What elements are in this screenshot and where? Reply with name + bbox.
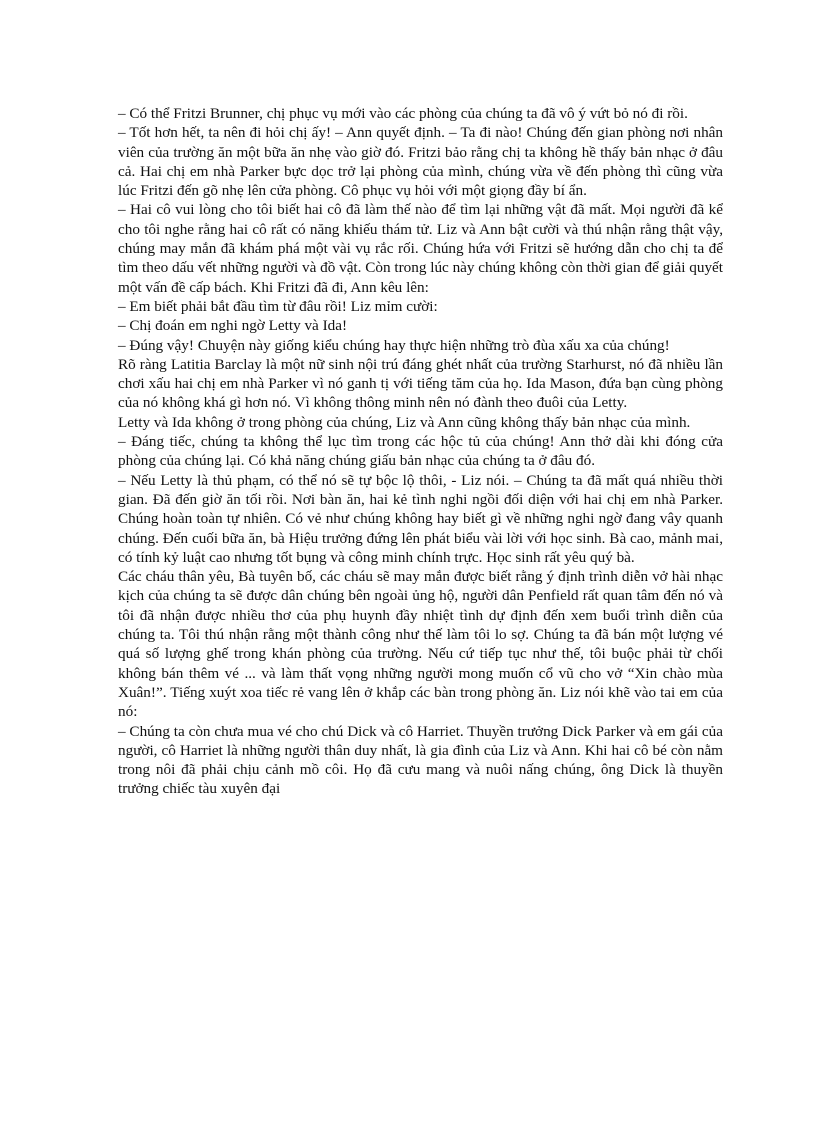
document-body	[118, 104, 723, 799]
paragraph-2: – Tốt hơn hết, ta nên đi hỏi chị ấy! – Ann quyết định. – Ta đi nào! Chúng đến gian phòng nơi nhân viên của trường ăn một bữa ăn nhẹ vào giờ đó. Fritzi bảo rằng chị ta không hề thấy bản nhạc ở đâu cả. Hai chị em nhà Parker bực dọc trở lại phòng của mình, chúng vừa về đến phòng thì cũng vừa lúc Fritzi đến gõ nhẹ lên cửa phòng. Cô phục vụ hỏi với một giọng đầy bí ẩn.	[118, 124, 723, 200]
paragraph-3: – Hai cô vui lòng cho tôi biết hai cô đã làm thế nào để tìm lại những vật đã mất. Mọi người đã kể cho tôi nghe rằng hai cô rất có năng khiếu thám tử. Liz và Ann bật cười và thú nhận rằng thật vậy, chúng may mắn đã khám phá một vài vụ rắc rối. Chúng hứa với Fritzi sẽ hướng dẫn cho chị ta để tìm theo dấu vết những người và đồ vật. Còn trong lúc này chúng không còn thời gian để giải quyết một vấn đề cấp bách. Khi Fritzi đã đi, Ann kêu lên:	[118, 201, 723, 296]
paragraph-5: – Chị đoán em nghi ngờ Letty và Ida!	[118, 317, 348, 335]
paragraph-9: – Đáng tiếc, chúng ta không thể lục tìm trong các hộc tủ của chúng! Ann thở dài khi đóng cửa phòng của chúng lại. Có khả năng chúng giấu bản nhạc của chúng ta ở đâu đó.	[118, 433, 723, 470]
paragraph-4: – Em biết phải bắt đầu tìm từ đâu rồi! Liz mỉm cười:	[118, 297, 438, 315]
paragraph-8: Letty và Ida không ở trong phòng của chúng, Liz và Ann cũng không thấy bản nhạc của mình.	[118, 413, 691, 431]
paragraph-10: – Nếu Letty là thủ phạm, có thể nó sẽ tự bộc lộ thôi, - Liz nói. – Chúng ta đã mất quá nhiều thời gian. Đã đến giờ ăn tối rồi. Nơi bàn ăn, hai kẻ tình nghi ngồi đối diện với hai chị em nhà Parker. Chúng hoàn toàn tự nhiên. Có vẻ như chúng không hay biết gì về những nghi ngờ đang vây quanh chúng. Đến cuối bữa ăn, bà Hiệu trưởng đứng lên phát biểu vài lời với học sinh. Bà cao, mảnh mai, có tính kỷ luật cao nhưng tốt bụng và công minh chính trực. Học sinh rất yêu quý bà.	[118, 471, 723, 566]
paragraph-12: – Chúng ta còn chưa mua vé cho chú Dick và cô Harriet. Thuyền trưởng Dick Parker và em gái của người, cô Harriet là những người thân duy nhất, là gia đình của Liz và Ann. Khi hai cô bé còn nằm trong nôi đã phải chịu cảnh mồ côi. Họ đã cưu mang và nuôi nấng chúng, ông Dick là thuyền trưởng chiếc tàu xuyên đại	[118, 722, 723, 798]
paragraph-7: Rõ ràng Latitia Barclay là một nữ sinh nội trú đáng ghét nhất của trường Starhurst, nó đã nhiều lần chơi xấu hai chị em nhà Parker vì nó ganh tị với tiếng tăm của họ. Ida Mason, đứa bạn cùng phòng của nó không khá gì hơn nó. Vì không thông minh nên nó đành theo đuôi của Letty.	[118, 355, 723, 412]
paragraph-6: – Đúng vậy! Chuyện này giống kiểu chúng hay thực hiện những trò đùa xấu xa của chúng!	[118, 336, 670, 354]
paragraph-11: Các cháu thân yêu, Bà tuyên bố, các cháu sẽ may mắn được biết rằng ý định trình diễn vở hài nhạc kịch của chúng ta sẽ được dân chúng bên ngoài ủng hộ, người dân Penfield rất quan tâm đến nó và tôi đã nhận được nhiều thơ của phụ huynh đầy nhiệt tình dự định đến xem buổi trình diễn của chúng ta. Tôi thú nhận rằng một thành công như thế làm tôi lo sợ. Chúng ta đã bán một lượng vé quá số lượng ghế trong khán phòng của trường. Nếu cứ tiếp tục như thế, tôi buộc phải từ chối không bán thêm vé ... và làm thất vọng những người mong muốn cổ vũ cho vở “Xin chào mùa Xuân!”. Tiếng xuýt xoa tiếc rẻ vang lên ở khắp các bàn trong phòng ăn. Liz nói khẽ vào tai em của nó:	[118, 568, 723, 721]
paragraph-1: – Có thể Fritzi Brunner, chị phục vụ mới vào các phòng của chúng ta đã vô ý vứt bỏ nó đi rồi.	[118, 105, 688, 122]
